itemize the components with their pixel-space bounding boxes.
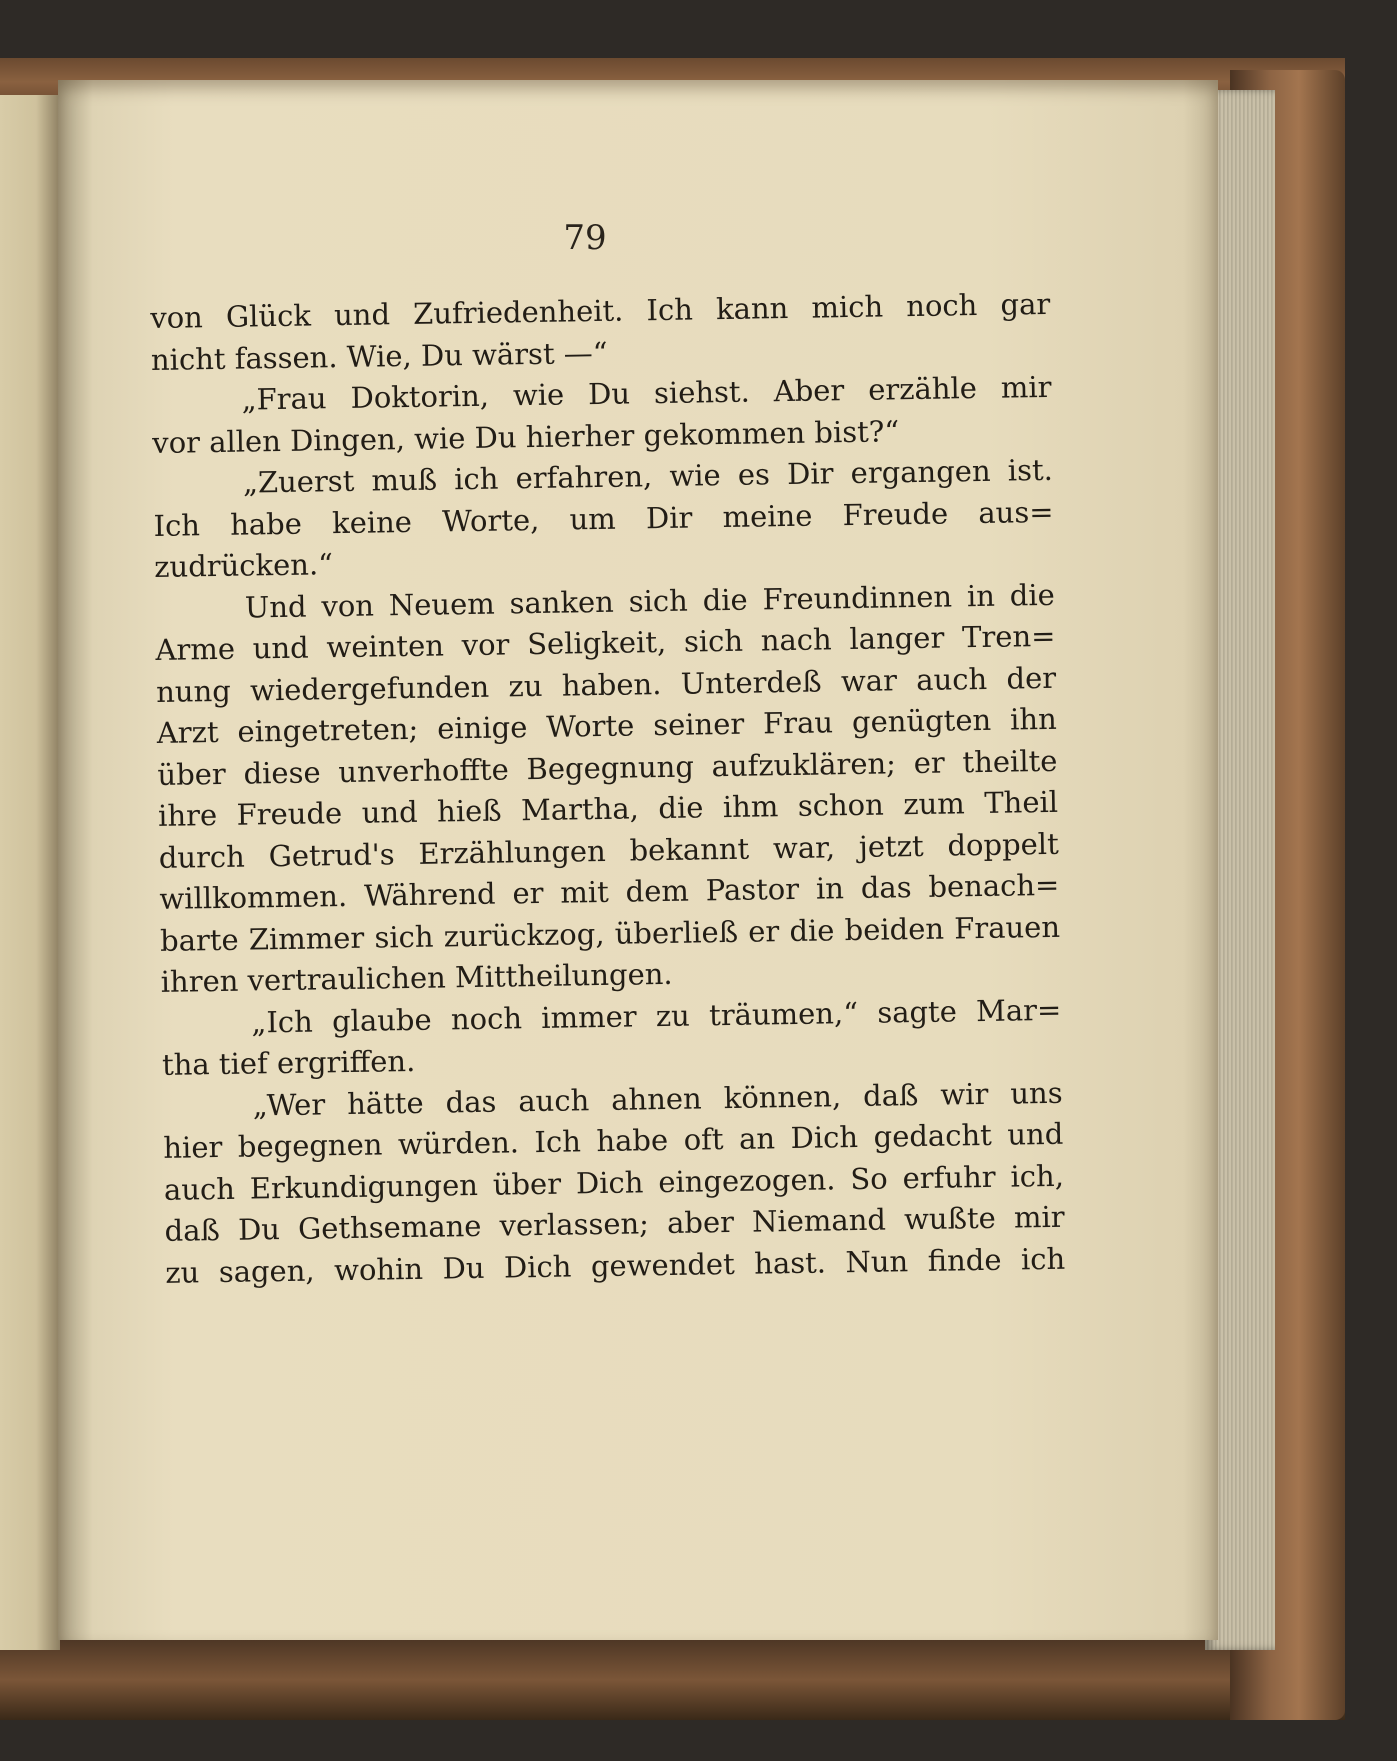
text-line: „Ich glaube noch immer zu träumen,“ sagte Mar= <box>251 992 1062 1039</box>
text-line: ihren vertraulichen Mittheilungen. <box>160 956 673 999</box>
text-line: „Wer hätte das auch ahnen können, daß wir uns <box>252 1075 1063 1122</box>
text-line: Arme und weinten vor Seligkeit, sich nach langer Tren= <box>155 618 1056 667</box>
text-line: barte Zimmer sich zurückzog, überließ er die beiden Frauen <box>159 909 1061 958</box>
text-line: Ich habe keine Worte, um Dir meine Freude aus= <box>153 494 1054 543</box>
text-line: zu sagen, wohin Du Dich gewendet hast. Nun finde ich <box>165 1241 1066 1290</box>
text-line: ihre Freude und hieß Martha, die ihm schon zum Theil <box>157 784 1059 833</box>
text-line: durch Getrud's Erzählungen bekannt war, jetzt doppelt <box>158 826 1059 875</box>
text-line: Arzt eingetreten; einige Worte seiner Frau genügten ihn <box>156 701 1057 750</box>
text-line: nung wiedergefunden zu haben. Unterdeß war auch der <box>155 660 1057 709</box>
left-page-edge <box>0 95 60 1650</box>
text-line: über diese unverhoffte Begegnung aufzuklären; er theilte <box>157 743 1058 792</box>
text-line: Und von Neuem sanken sich die Freundinnen in die <box>244 577 1056 625</box>
text-line: nicht fassen. Wie, Du wärst —“ <box>150 335 608 377</box>
text-line: von Glück und Zufriedenheit. Ich kann mich noch gar <box>150 286 1051 335</box>
text-line: vor allen Dingen, wie Du hierher gekommen bist?“ <box>152 413 900 460</box>
page-text <box>150 284 1066 1294</box>
text-line: „Zuerst muß ich erfahren, wie es Dir ergangen ist. <box>242 452 1054 500</box>
text-line: zudrücken.“ <box>153 547 334 584</box>
text-line: daß Du Gethsemane verlassen; aber Niemand wußte mir <box>164 1199 1065 1248</box>
text-line: tha tief ergriffen. <box>161 1043 416 1082</box>
text-line: willkommen. Während er mit dem Pastor in das benach= <box>159 867 1060 916</box>
text-line: „Frau Doktorin, wie Du siehst. Aber erzähle mir <box>241 369 1052 417</box>
page-number: 79 <box>563 218 607 258</box>
text-line: hier begegnen würden. Ich habe oft an Dich gedacht und <box>163 1116 1064 1165</box>
text-line: auch Erkundigungen über Dich eingezogen. So erfuhr ich, <box>163 1158 1065 1207</box>
book-cover-bottom <box>0 1640 1345 1720</box>
